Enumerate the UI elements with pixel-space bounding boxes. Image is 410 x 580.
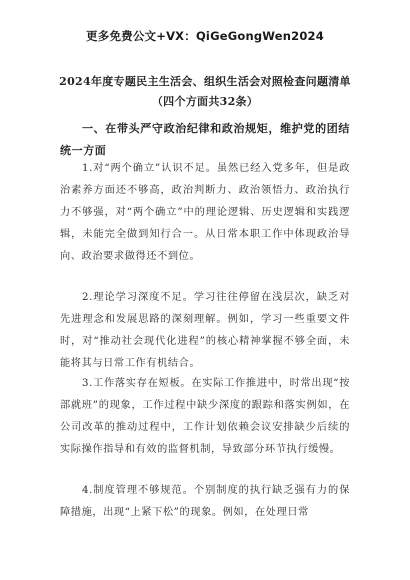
section-heading: 一、在带头严守政治纪律和政治规矩，维护党的团结统一方面 bbox=[60, 122, 350, 157]
paragraph-item-4: 4.制度管理不够规范。个别制度的执行缺乏强有力的保障措施，出现“上紧下松”的现象。例如，在处理日常 bbox=[60, 485, 350, 518]
document-subtitle: （四个方面共32条） bbox=[151, 95, 259, 108]
paragraph-item-2: 2.理论学习深度不足。学习往往停留在浅层次，缺乏对先进理念和发展思路的深刻理解。例如，学习一些重要文件时，对“推动社会现代化进程”的核心精神掌握不够全面，未能将其与日常工作有机结合。 bbox=[60, 292, 350, 369]
document-title: 2024年度专题民主生活会、组织生活会对照检查问题清单 bbox=[59, 75, 351, 88]
paragraph-item-1: 1.对“两个确立”认识不足。虽然已经入党多年，但是政治素养方面还不够高，政治判断力、政治领悟力、政治执行力不够强，对“两个确立”中的理论逻辑、历史逻辑和实践逻辑，未能完全做到知行合一。从日常本职工作中体现政治导向、政治要求做得还不到位。 bbox=[60, 163, 350, 262]
promo-banner: 更多免费公文+VX：QiGeGongWen2024 bbox=[86, 29, 324, 43]
paragraph-item-3: 3.工作落实存在短板。在实际工作推进中，时常出现“按部就班”的现象，工作过程中缺少深度的跟踪和落实例如，在公司改革的推动过程中，工作计划依赖会议安排缺少后续的实际操作指导和有效的监督机制，导致部分环节执行缓慢。 bbox=[60, 378, 350, 455]
